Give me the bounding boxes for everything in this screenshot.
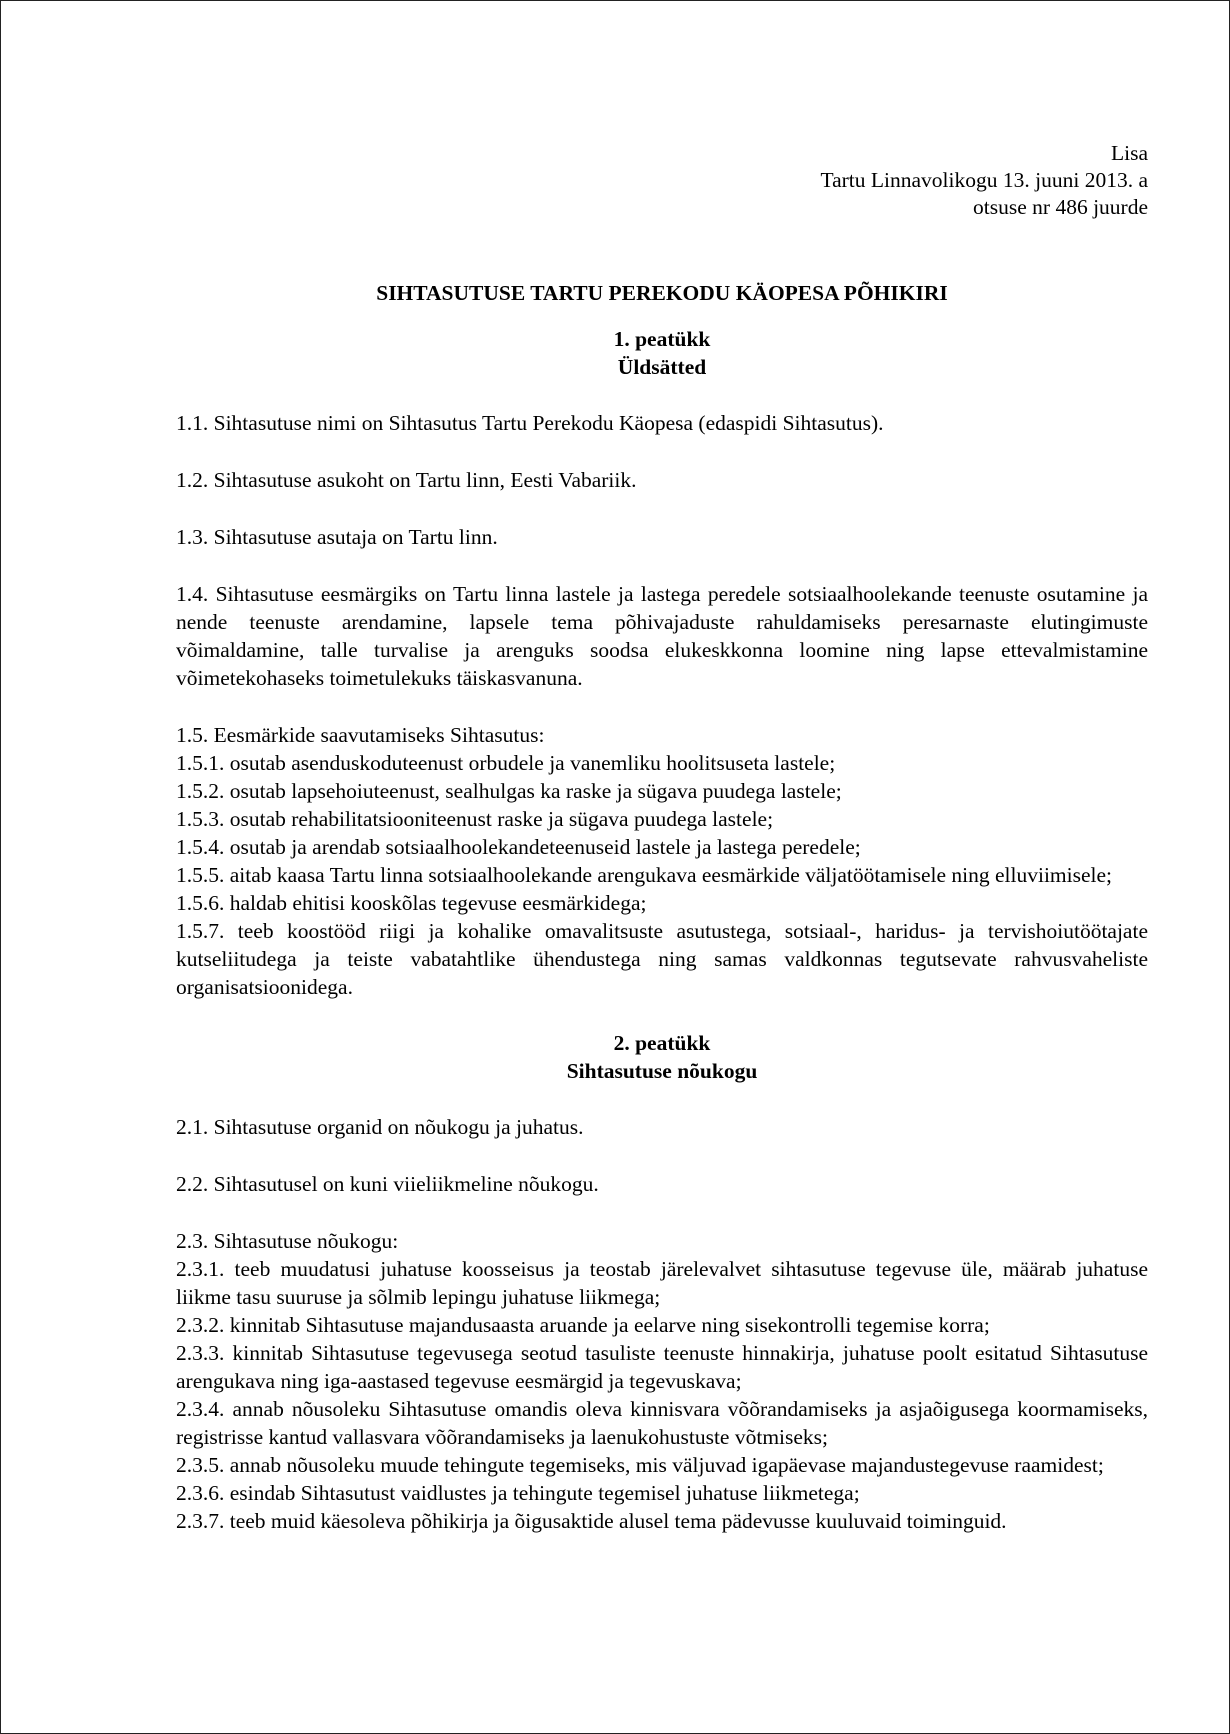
chapter-name: Sihtasutuse nõukogu [566, 1059, 758, 1083]
paragraph-block [176, 409, 1148, 437]
paragraph: 1.5.4. osutab ja arendab sotsiaalhoolekandeteenuseid lastele ja lastega peredele; [176, 835, 861, 859]
paragraph: 1.4. Sihtasutuse eesmärgiks on Tartu linna lastele ja lastega peredele sotsiaalhoolekande teenuste osutamine ja nende teenuste arendamine, lapsele tema põhivajaduste rahuldamiseks peresarnaste elutingimuste võimaldamine, talle turvalise ja arenguks soodsa elukeskkonna loomine ning lapse ettevalmistamine võimetekohaseks toimetulekuks täiskasvanuna. [176, 582, 1148, 690]
chapters [176, 325, 1148, 1535]
chapter-heading [176, 1029, 1148, 1085]
paragraph-block [176, 580, 1148, 692]
paragraph: 1.5.6. haldab ehitisi kooskõlas tegevuse eesmärkidega; [176, 891, 647, 915]
chapter-section [176, 1029, 1148, 1535]
paragraph: 2.3.5. annab nõusoleku muude tehingute tegemiseks, mis väljuvad igapäevase majandustegevuse raamidest; [176, 1453, 1104, 1477]
paragraph: 1.5.2. osutab lapsehoiuteenust, sealhulgas ka raske ja sügava puudega lastele; [176, 779, 842, 803]
paragraph: 1.5. Eesmärkide saavutamiseks Sihtasutus: [176, 723, 545, 747]
paragraph: 1.3. Sihtasutuse asutaja on Tartu linn. [176, 525, 498, 549]
attachment-note [176, 140, 1148, 221]
paragraph-block [176, 721, 1148, 1001]
chapter-name: Üldsätted [617, 355, 707, 379]
paragraph: 2.2. Sihtasutusel on kuni viieliikmeline nõukogu. [176, 1172, 599, 1196]
paragraph-block [176, 466, 1148, 494]
paragraph-block [176, 1170, 1148, 1198]
paragraph: 2.3.4. annab nõusoleku Sihtasutuse omandis oleva kinnisvara võõrandamiseks ja asjaõigusega koormamiseks, registrisse kantud vallasvara võõrandamiseks ja laenukohustuste võtmiseks; [176, 1397, 1148, 1449]
paragraph-block [176, 523, 1148, 551]
paragraph: 1.5.3. osutab rehabilitatsiooniteenust raske ja sügava puudega lastele; [176, 807, 774, 831]
chapter-section [176, 325, 1148, 1001]
paragraph: 2.3.3. kinnitab Sihtasutuse tegevusega seotud tasuliste teenuste hinnakirja, juhatuse poolt esitatud Sihtasutuse arengukava ning iga-aastased tegevuse eesmärgid ja tegevuskava; [176, 1341, 1148, 1393]
chapter-number: 1. peatükk [613, 327, 711, 351]
paragraph: 2.3.2. kinnitab Sihtasutuse majandusaasta aruande ja eelarve ning sisekontrolli tegemise korra; [176, 1313, 990, 1337]
paragraph: 1.1. Sihtasutuse nimi on Sihtasutus Tartu Perekodu Käopesa (edaspidi Sihtasutus). [176, 411, 884, 435]
paragraph: 2.3. Sihtasutuse nõukogu: [176, 1229, 399, 1253]
document-title: SIHTASUTUSE TARTU PEREKODU KÄOPESA PÕHIKIRI [376, 281, 948, 305]
paragraph: 1.5.7. teeb koostööd riigi ja kohalike omavalitsuste asutustega, sotsiaal-, haridus- ja tervishoiutöötajate kutseliitudega ja teiste vabatahtlike ühendustega ning samas valdkonnas tegutsevate rahvusvaheliste organisatsioonidega. [176, 919, 1148, 999]
attachment-label: Lisa [1110, 141, 1148, 165]
chapter-number: 2. peatükk [613, 1031, 711, 1055]
paragraph: 1.5.5. aitab kaasa Tartu linna sotsiaalhoolekande arengukava eesmärkide väljatöötamisele ning elluviimisele; [176, 863, 1113, 887]
attachment-decision-number: otsuse nr 486 juurde [973, 195, 1148, 219]
paragraph: 2.3.7. teeb muid käesoleva põhikirja ja õigusaktide alusel tema pädevusse kuuluvaid toiminguid. [176, 1509, 1007, 1533]
paragraph: 1.5.1. osutab asenduskoduteenust orbudele ja vanemliku hoolitsuseta lastele; [176, 751, 836, 775]
paragraph: 2.1. Sihtasutuse organid on nõukogu ja juhatus. [176, 1115, 584, 1139]
paragraph: 2.3.6. esindab Sihtasutust vaidlustes ja tehingute tegemisel juhatuse liikmetega; [176, 1481, 860, 1505]
paragraph: 2.3.1. teeb muudatusi juhatuse koosseisus ja teostab järelevalvet sihtasutuse tegevuse üle, määrab juhatuse liikme tasu suuruse ja sõlmib lepingu juhatuse liikmega; [176, 1257, 1148, 1309]
document-body [176, 140, 1148, 1535]
paragraph-block [176, 1113, 1148, 1141]
paragraph-block [176, 1227, 1148, 1535]
attachment-decision: Tartu Linnavolikogu 13. juuni 2013. a [820, 168, 1148, 192]
paragraph: 1.2. Sihtasutuse asukoht on Tartu linn, Eesti Vabariik. [176, 468, 637, 492]
chapter-heading [176, 325, 1148, 381]
